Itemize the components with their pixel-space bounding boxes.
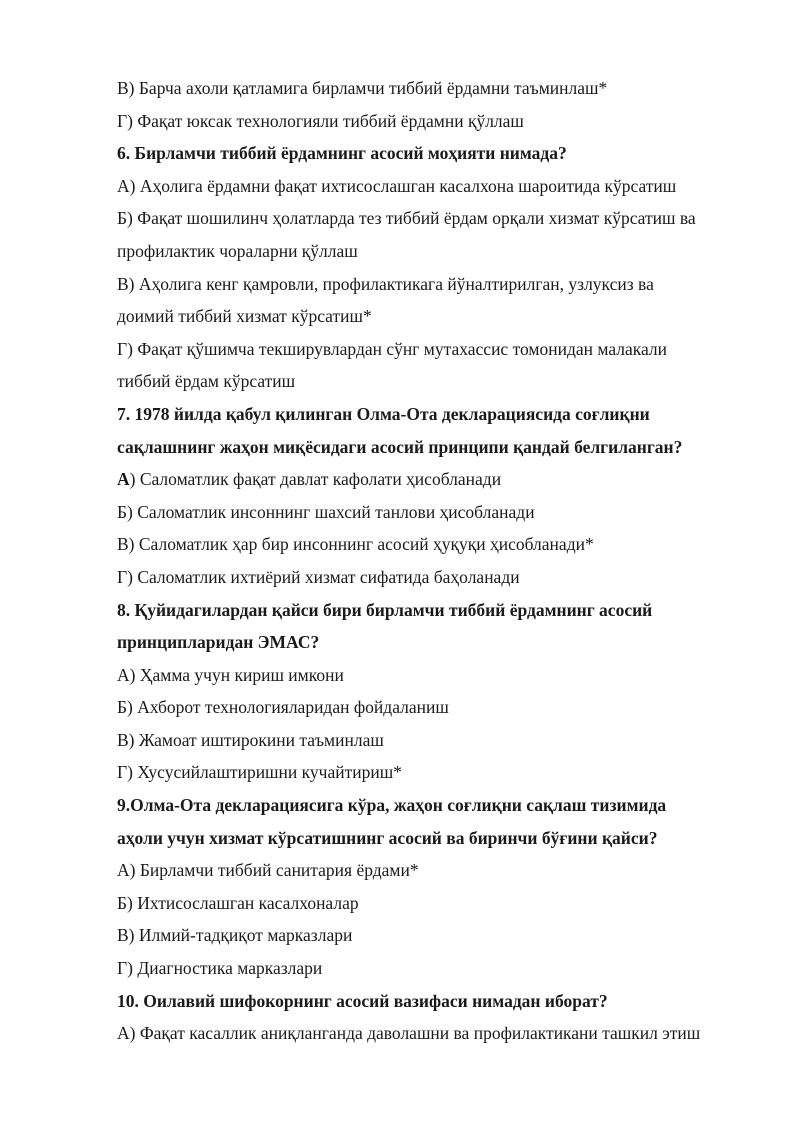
answer-option: Б) Ахборот технологияларидан фойдаланиш <box>117 697 449 718</box>
answer-option: Б) Фақат шошилинч ҳолатларда тез тиббий ёрдам орқали хизмат кўрсатиш ва <box>117 208 696 229</box>
answer-option: Б) Саломатлик инсоннинг шахсий танлови ҳисобланади <box>117 501 535 522</box>
answer-option: В) Аҳолига кенг қамровли, профилактикага йўналтирилган, узлуксиз ва <box>117 273 654 294</box>
question-heading: 8. Қуйидагилардан қайси бири бирламчи тиббий ёрдамнинг асосий <box>117 599 653 620</box>
question-heading-continuation: аҳоли учун хизмат кўрсатишнинг асосий ва биринчи бўғини қайси? <box>117 827 658 848</box>
option-text: ) Саломатлик фақат давлат кафолати ҳисобланади <box>129 469 502 490</box>
question-heading: 6. Бирламчи тиббий ёрдамнинг асосий моҳияти нимада? <box>117 143 567 164</box>
text-line: Г) Фақат юксак технологияли тиббий ёрдамни қўллаш <box>117 110 524 131</box>
option-letter: А <box>117 469 130 490</box>
answer-option: А) Бирламчи тиббий санитария ёрдами* <box>117 860 419 881</box>
answer-option: В) Жамоат иштирокини таъминлаш <box>117 729 384 750</box>
text-line: В) Барча ахоли қатламига бирламчи тиббий ёрдамни таъминлаш* <box>117 78 608 98</box>
answer-option: А) Ҳамма учун кириш имкони <box>117 664 344 685</box>
question-heading: 7. 1978 йилда қабул қилинган Олма-Ота декларациясида соғлиқни <box>117 403 650 424</box>
answer-option: Г) Хусусийлаштиришни кучайтириш* <box>117 762 402 783</box>
question-heading: 10. Оилавий шифокорнинг асосий вазифаси нимадан иборат? <box>117 990 608 1011</box>
document-page <box>117 72 757 1050</box>
question-heading: 9.Олма-Ота декларациясига кўра, жаҳон соғлиқни сақлаш тизимида <box>117 795 667 816</box>
question-heading-continuation: сақлашнинг жаҳон миқёсидаги асосий принципи қандай белгиланган? <box>117 436 683 457</box>
question-heading-continuation: принципларидан ЭМАС? <box>117 632 320 653</box>
answer-option-continuation: профилактик чораларни қўллаш <box>117 240 358 261</box>
answer-option-continuation: тиббий ёрдам кўрсатиш <box>117 371 296 392</box>
answer-option: Б) Ихтисослашган касалхоналар <box>117 892 359 913</box>
answer-option: Г) Фақат қўшимча текширувлардан сўнг мутахассис томонидан малакали <box>117 338 668 359</box>
answer-option: Г) Диагностика марказлари <box>117 958 323 979</box>
answer-option: А) Аҳолига ёрдамни фақат ихтисослашган касалхона шароитида кўрсатиш <box>117 175 677 196</box>
answer-option <box>117 463 757 496</box>
answer-option: Г) Саломатлик ихтиёрий хизмат сифатида баҳоланади <box>117 566 520 587</box>
answer-option: В) Илмий-тадқиқот марказлари <box>117 925 353 946</box>
answer-option-continuation: доимий тиббий хизмат кўрсатиш* <box>117 306 372 327</box>
answer-option: В) Саломатлик ҳар бир инсоннинг асосий ҳуқуқи ҳисобланади* <box>117 534 594 555</box>
answer-option: А) Фақат касаллик аниқланганда даволашни ва профилактикани ташкил этиш <box>117 1023 701 1044</box>
